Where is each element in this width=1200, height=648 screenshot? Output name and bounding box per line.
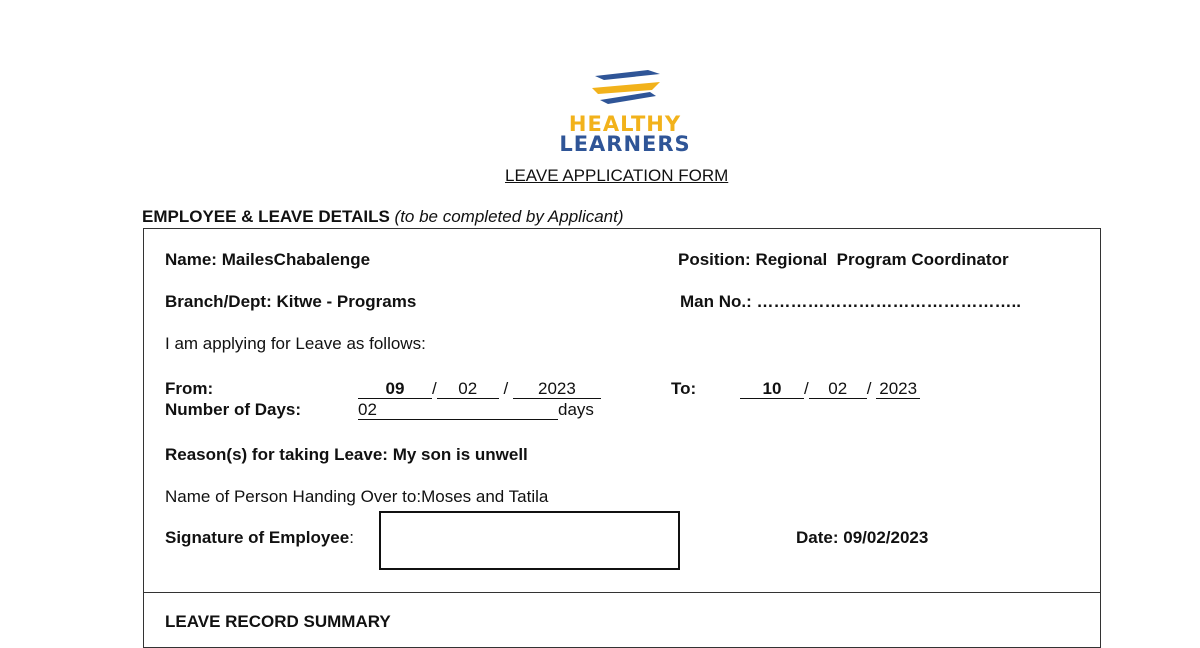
logo-wordmark: HEALTHY LEARNERS	[559, 112, 691, 156]
to-date: 10 / 02 / 2023	[740, 379, 920, 399]
handover-row	[165, 487, 548, 507]
handover-value[interactable]: Moses and Tatila	[421, 487, 549, 506]
days-value[interactable]: 02	[358, 401, 558, 420]
name-row	[165, 250, 370, 270]
to-year[interactable]: 2023	[876, 380, 920, 399]
branch-label: Branch/Dept:	[165, 292, 272, 311]
handover-label: Name of Person Handing Over to:	[165, 487, 422, 506]
man-no-label: Man No.:	[680, 292, 752, 311]
date-row	[796, 528, 928, 548]
applying-text: I am applying for Leave as follows:	[165, 334, 426, 353]
date-value[interactable]: 09/02/2023	[843, 528, 929, 547]
section-heading-text: EMPLOYEE & LEAVE DETAILS	[142, 207, 390, 226]
man-no-value[interactable]: ………………………………………..	[756, 292, 1021, 311]
logo-emblem-icon	[500, 62, 750, 114]
form-title: LEAVE APPLICATION FORM	[505, 166, 729, 185]
signature-box[interactable]	[379, 511, 680, 570]
position-row	[678, 250, 1009, 270]
signature-colon: :	[349, 528, 354, 547]
company-logo	[500, 62, 750, 160]
from-label: From:	[165, 379, 214, 398]
position-label: Position:	[678, 250, 751, 269]
reason-value[interactable]: My son is unwell	[392, 445, 528, 464]
from-month[interactable]: 02	[437, 380, 499, 399]
days-unit: days	[558, 400, 594, 419]
section-heading	[142, 207, 624, 227]
from-year[interactable]: 2023	[513, 380, 601, 399]
to-month[interactable]: 02	[809, 380, 867, 399]
days-label: Number of Days:	[165, 400, 302, 419]
to-label: To:	[671, 379, 697, 398]
signature-row	[165, 528, 354, 548]
leave-record-summary-heading: LEAVE RECORD SUMMARY	[165, 612, 391, 631]
branch-value[interactable]: Kitwe - Programs	[276, 292, 417, 311]
reason-label: Reason(s) for taking Leave:	[165, 445, 388, 464]
reason-row	[165, 445, 528, 465]
name-value[interactable]: MailesChabalenge	[221, 250, 371, 269]
man-no-row	[680, 292, 1021, 312]
days-field	[358, 400, 594, 420]
section-heading-note: (to be completed by Applicant)	[394, 207, 624, 226]
section-divider	[143, 592, 1101, 593]
to-day[interactable]: 10	[740, 380, 804, 399]
date-label: Date:	[796, 528, 839, 547]
name-label: Name:	[165, 250, 217, 269]
branch-row	[165, 292, 416, 312]
from-date: 09 / 02 / 2023	[358, 379, 601, 399]
from-day[interactable]: 09	[358, 380, 432, 399]
signature-label: Signature of Employee	[165, 528, 350, 547]
position-value[interactable]: Regional Program Coordinator	[755, 250, 1009, 269]
employee-details-box	[143, 228, 1101, 648]
